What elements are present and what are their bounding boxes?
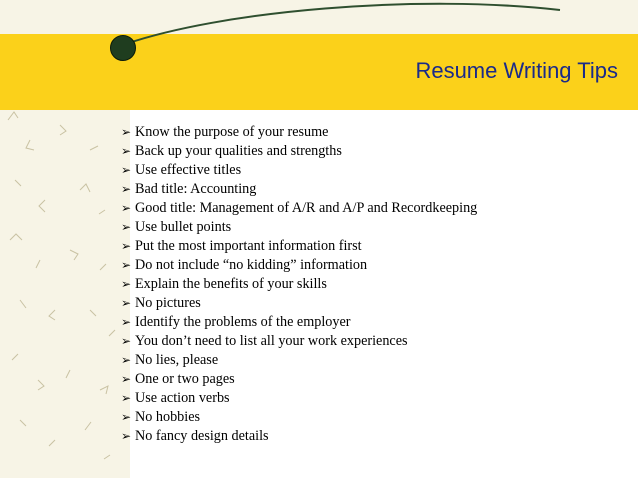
arrow-bullet-icon: ➢ — [121, 410, 132, 424]
list-item: ➢ One or two pages — [121, 371, 235, 387]
arrow-bullet-icon: ➢ — [121, 125, 132, 139]
arrow-bullet-icon: ➢ — [121, 258, 132, 272]
arrow-bullet-icon: ➢ — [121, 429, 132, 443]
list-item: ➢ No pictures — [121, 295, 201, 311]
tips-list — [121, 123, 477, 446]
arrow-bullet-icon: ➢ — [121, 372, 132, 386]
arrow-bullet-icon: ➢ — [121, 220, 132, 234]
list-item: ➢ You don’t need to list all your work experiences — [121, 333, 408, 349]
list-item: ➢ No lies, please — [121, 352, 219, 368]
arrow-bullet-icon: ➢ — [121, 296, 132, 310]
arrow-bullet-icon: ➢ — [121, 182, 132, 196]
list-item: ➢ No fancy design details — [121, 428, 269, 444]
decorative-curve-icon — [0, 0, 638, 60]
arrow-bullet-icon: ➢ — [121, 391, 132, 405]
arrow-bullet-icon: ➢ — [121, 239, 132, 253]
arrow-bullet-icon: ➢ — [121, 144, 132, 158]
arrow-bullet-icon: ➢ — [121, 163, 132, 177]
list-item: ➢ Back up your qualities and strengths — [121, 143, 342, 159]
arrow-bullet-icon: ➢ — [121, 315, 132, 329]
list-item: ➢ Bad title: Accounting — [121, 181, 257, 197]
arrow-bullet-icon: ➢ — [121, 277, 132, 291]
arrow-bullet-icon: ➢ — [121, 201, 132, 215]
slide-title: Resume Writing Tips — [415, 58, 618, 83]
list-item: ➢ Good title: Management of A/R and A/P and Recordkeeping — [121, 200, 478, 216]
arrow-bullet-icon: ➢ — [121, 334, 132, 348]
list-item: ➢ Explain the benefits of your skills — [121, 276, 327, 292]
list-item: ➢ Use effective titles — [121, 162, 242, 178]
list-item: ➢ Put the most important information first — [121, 238, 362, 254]
arrow-bullet-icon: ➢ — [121, 353, 132, 367]
list-item: ➢ Use bullet points — [121, 219, 232, 235]
list-item: ➢ Use action verbs — [121, 390, 230, 406]
list-item: ➢ Identify the problems of the employer — [121, 314, 351, 330]
orb-icon — [110, 35, 136, 61]
list-item: ➢ No hobbies — [121, 409, 201, 425]
list-item: ➢ Know the purpose of your resume — [121, 124, 329, 140]
list-item: ➢ Do not include “no kidding” information — [121, 257, 368, 273]
